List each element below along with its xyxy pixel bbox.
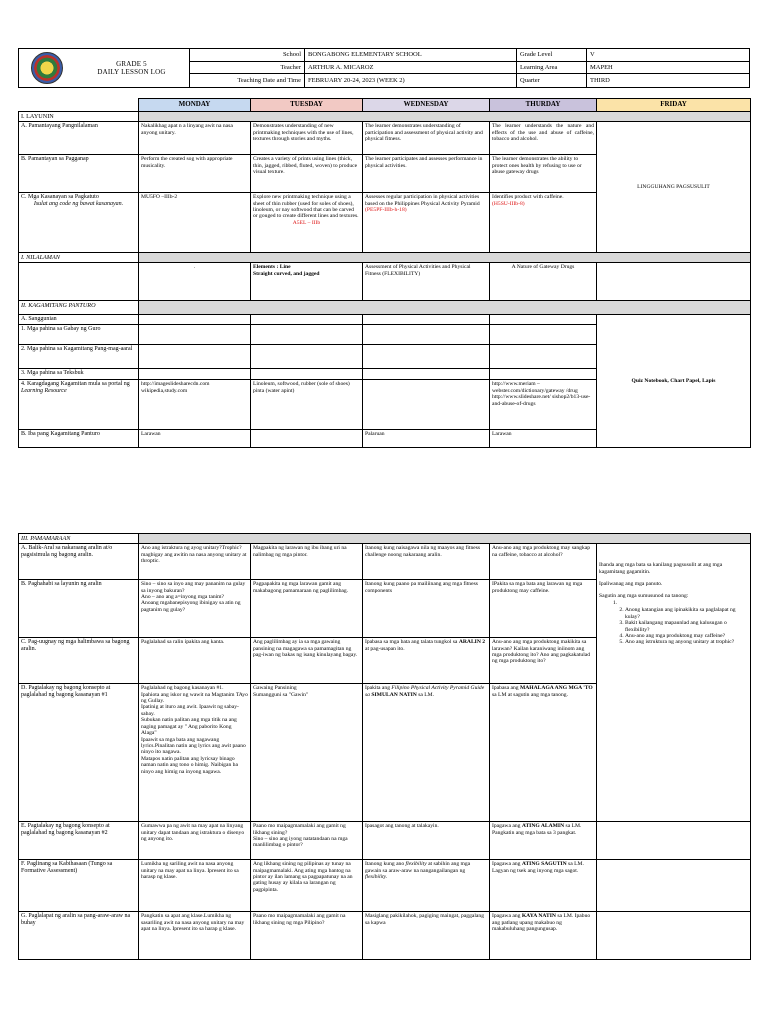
section-pamamaraan: III. PAMAMARAAN: [19, 534, 139, 544]
cell-n-wed: Assessment of Physical Activities and Physical Fitness (FLEXIBILITY): [363, 263, 490, 301]
c-wed-text: Assesses regular participation in physical activities based on the Philippines Physical Activity Pyramid: [365, 194, 480, 207]
fri-sagutin: Sagutin ang mga sumusunod na tanong:: [599, 593, 689, 600]
fri-q5: 5. Ano ang istruktura ng anyong unitary at trophic?: [625, 639, 748, 645]
cell-pe-mon: Gumawwa pa ng awit na may apat na linyang unitary dapat tandaan ang istraktura o disenyo ng anyong ito.: [139, 822, 251, 860]
title-block: [74, 49, 189, 87]
cell-pf-tue: Ang likhang sining ng pilipinas ay tunay na maipagmamalaki. Ang ating mga bantog na pintor ay ilan lamang sa pagpapatunay na an gating husay ay kilala sa larangan ng pagpipinta.: [251, 860, 363, 912]
cell-b-wed: The learner participates and assesses performance in physical activities.: [363, 155, 490, 193]
cell-pd-wed: [363, 684, 490, 822]
grade-title: GRADE 5: [116, 59, 147, 68]
cell-pc-tue: Ang paglilimbag ay ia sa mga gawaing pansining na magagawa sa pamamagitan ng pag-iwan ng bakas ng isang kinulayang bagay.: [251, 638, 363, 684]
pf-thu-c: sa LM. Lagyan ng tsek ang inyong mga sagot.: [492, 861, 584, 874]
cell-pa-mon: Ano ang istraktura ng ayog unitary?Trophic? magbigay ang awitin na nasa anyong unitary at throptic.: [139, 544, 251, 580]
label-pagganap: B. Pamantayan sa Pagganap: [19, 155, 139, 193]
pd-wed-d: sa LM.: [416, 691, 435, 698]
cell-pd-thu: [490, 684, 597, 822]
pd-wed-a: Ipakita ang: [365, 685, 392, 692]
quarter-label: Quarter: [517, 74, 587, 87]
cell-a-mon: Nakalikhag apat n a linyang awit na nasa anyong unitary.: [139, 122, 251, 155]
pamamaraan-row: [19, 534, 751, 544]
cell-r4-thu: http://www.meriam –webster.com/dictionary/gateway /drug http://www.slideshare.net/ sishop2/b13-use-and-abuse-of-drugs: [490, 380, 597, 430]
pg-thu-a: Ipagawa ang: [492, 913, 522, 920]
cell-b-tue: Creates a variety of prints using lines (thick, thin, jagged, ribbed, fluted, woven) to produce visual texture.: [251, 155, 363, 193]
cell-pg-fri: [597, 912, 751, 960]
pg-thu-c: sa LM. Ipabuo ang patlang upang makabuo ng makabuluhang pangungusap.: [492, 913, 591, 932]
nilalaman-row: [19, 253, 751, 263]
section-nilalaman: I. NILALAMAN: [19, 253, 139, 263]
pf-thu-b: ATING SAGUTIN: [521, 861, 567, 868]
label-pag-uugnay: C. Pag-uugnay ng mga halimbawa sa bagong aralin.: [19, 638, 139, 684]
pe-thu-b: ATING ALAMIN: [521, 823, 565, 830]
row-sanggunian: [19, 315, 751, 325]
label-gabay-guro: 1. Mga pahina sa Gabay ng Guro: [19, 325, 139, 345]
cell-pf-thu: [490, 860, 597, 912]
label-paglinang: F. Paglinang sa Kabihasaan (Tungo sa Formative Assessment): [19, 860, 139, 912]
grade-value: V: [587, 49, 749, 62]
cell-a-tue: Demonstrates understanding of new printmaking techniques with the use of lines, textures through stories and myths.: [251, 122, 363, 155]
row-paglalapat: [19, 912, 751, 960]
row-balik-aral: [19, 544, 751, 580]
row-pamantayang-pangnilalaman: [19, 122, 751, 155]
label-sanggunian: A. Sanggunian: [19, 315, 139, 325]
gray-band-4: [139, 534, 751, 544]
cell-c-mon: MU5FO –IIIb-2: [139, 193, 251, 253]
cell-pf-mon: Lumikha ng sariling awit na nasa anyong unitary na may apat na linya. Ipresent ito sa harasp ng klase.: [139, 860, 251, 912]
cell-fri-materials: [597, 315, 751, 448]
cell-ib-wed: Palaruan: [363, 430, 490, 448]
label-teksbuk: 3. Mga pahina sa Teksbuk: [19, 369, 139, 380]
label-kasanayan: [19, 193, 139, 253]
cell-pe-tue: Paano mo maipagmamalaki ang gamit ng likhang sining? Sino – sino ang iyong natatandaan na mga manlilimbag o pintor?: [251, 822, 363, 860]
area-value: MAPEH: [587, 62, 749, 75]
pd-thu-a: Ipabasa ang: [492, 685, 520, 692]
label-pangnilalaman: A. Pamantayang Pangnilalaman: [19, 122, 139, 155]
section-layunin: I. LAYUNIN: [19, 112, 139, 122]
grade-label: Grade Level: [517, 49, 587, 62]
cell-c-thu: [490, 193, 597, 253]
pe-thu-a: Ipagawa ang: [492, 823, 522, 830]
karagdagang-label-it: Learning Resource: [21, 388, 67, 395]
n-tue-1: Elements : Line: [253, 264, 291, 271]
cell-pe-fri: [597, 822, 751, 860]
cell-r4-mon: http://imageslidesharecdn.com wikipedia,study.com: [139, 380, 251, 430]
label-paglalapat: G. Paglalapat ng aralin sa pang-araw-araw na buhay: [19, 912, 139, 960]
cell-n-mon: .: [139, 263, 251, 301]
quarter-value: THIRD: [590, 76, 610, 84]
fri-q1: 1.: [613, 599, 618, 606]
day-monday: MONDAY: [139, 99, 251, 112]
fri-panuto: Ipaliwanag ang mga panuto.: [599, 580, 663, 587]
cell-pa-thu: Anu-ano ang mga produktong may sangkap na caffeine, tobacco at alcohol?: [490, 544, 597, 580]
label-iba-pang: B. Iba pang Kagamitang Panturo: [19, 430, 139, 448]
fri-quiz-text: LINGGUHANG PAGSUSULIT: [637, 183, 710, 190]
cell-pg-tue: Paano mo maipagmamalaki ang gamit na likhang sining ng mga Pilipino?: [251, 912, 363, 960]
fri-q4: 4. Anu-ano ang mga produktong may caffeine?: [625, 633, 748, 639]
info-grid: [189, 49, 749, 87]
pe-thu-c: sa LM. Pangkatin ang mga bata sa 3 pangkat.: [492, 823, 582, 836]
cell-ib-mon: Larawan: [139, 430, 251, 448]
nilalaman-blank: [19, 263, 139, 301]
cell-b-mon: Perform the created sog with appropriate musicality.: [139, 155, 251, 193]
cell-c-wed: [363, 193, 490, 253]
fri-q2: 2. Anong katangian ang ipinakikita sa paglalapat ng kulay?: [625, 607, 748, 620]
cell-pc-mon: Paglalahad sa ralin ipakita ang kanta.: [139, 638, 251, 684]
cell-n-fri: [597, 263, 751, 301]
label-paghahabi: B. Paghahabi sa layunin ng aralin: [19, 580, 139, 638]
pc-wed-a: Ipabasa sa mga bata ang talata tungkol sa: [365, 639, 459, 646]
fri-intro: Ihanda ang mga bata sa kanilang pagsusulit at ang mga kagamitang gagamitin.: [599, 562, 723, 575]
teacher-value: ARTHUR A. MICAROZ: [305, 62, 517, 75]
teacher-label: Teacher: [190, 62, 305, 75]
cell-pb-tue: Pagpapakita ng mga larawan gamit ang makabagong pamamaraan ng paglilimbag.: [251, 580, 363, 638]
school-value: BONGABONG ELEMENTARY SCHOOL: [305, 49, 517, 62]
day-thursday: THURDAY: [490, 99, 597, 112]
date-value: FEBRUARY 20-24, 2023 (WEEK 2): [305, 74, 517, 87]
cell-pe-thu: [490, 822, 597, 860]
logo-cell: [19, 49, 74, 87]
pd-wed-b: Filipino Physical Activity Pyramid Guide sa: [365, 685, 485, 698]
cell-pc-thu: Anu-ano ang mga produktong makikita sa larawan? Kailan karaniwang iniinom ang mga produktong ito? Ano ang pagkakatulad ng mga produktong ito?: [490, 638, 597, 684]
cell-a-thu: The learner understands the nature and effects of the use and abuse of caffeine, tobacco and alcohol.: [490, 122, 597, 155]
fri-questions: [599, 607, 748, 646]
fri-materials-text: Quiz Notebook, Chart Papel, Lapis: [631, 378, 716, 385]
cell-fri-quiz: [597, 122, 751, 253]
label-karagdagang: [19, 380, 139, 430]
cell-pg-wed: Masiglang pakikilahok, pagiging maingat, paggalang sa kapwa: [363, 912, 490, 960]
pc-wed-c: at pag-usapan ito.: [365, 645, 405, 652]
cell-r4-tue: Linoleum, softwood, rubber (sole of shoes) pinta (water apint): [251, 380, 363, 430]
cell-pb-wed: Itanong kung paano pa mailiinang ang mga fitness components: [363, 580, 490, 638]
row-pagtalakay-2: [19, 822, 751, 860]
pf-thu-a: Ipagawa ang: [492, 861, 522, 868]
cell-ib-thu: Larawan: [490, 430, 597, 448]
cell-b-thu: The learner demonstrates the ability to protect ones health by refusing to use or abuse gateway drugs: [490, 155, 597, 193]
school-seal-logo: [31, 52, 63, 84]
area-label: Learning Area: [517, 62, 587, 75]
layunin-row: [19, 112, 751, 122]
pd-thu-c: sa LM at sagutin ang mga tanong.: [492, 691, 568, 698]
blank-corner: [19, 99, 139, 112]
row-nilalaman-content: [19, 263, 751, 301]
cell-pa-tue: Magpakita ng larawan ng ibu ibang uri na nalimbag ng mga pintor.: [251, 544, 363, 580]
c-thu-code: (H5SU-IIIb-8): [492, 200, 525, 207]
section-kagamitan: II. KAGAMITANG PANTURO: [19, 301, 139, 315]
karagdagang-label: 4. Karagdagang Kagamitan mula sa portal ng: [21, 381, 130, 388]
gray-band-2: [139, 253, 751, 263]
c-wed-code: (PE5PF-IIIb-h-18): [365, 206, 407, 213]
lesson-header: [18, 48, 750, 88]
cell-pg-thu: [490, 912, 597, 960]
date-label: Teaching Date and Time: [190, 74, 305, 87]
cell-fri-pamamaraan: [597, 544, 751, 822]
c-tue-text: Explore new printmaking technique using a sheet of thin rubber (used for soles of shoes), linoleum, or nay softwood that can be carved or gouged to create different lines and textures.: [253, 194, 359, 220]
kasanayan-label: C. Mga Kasanayan sa Pagkatuto: [21, 194, 99, 201]
dll-table-bottom: [18, 533, 751, 960]
pf-wed-a: Itanong kung ano: [365, 861, 406, 868]
pc-wed-b: ARALIN 2: [458, 639, 486, 646]
dll-table-top: [18, 98, 751, 448]
day-tuesday: TUESDAY: [251, 99, 363, 112]
gray-band: [139, 112, 751, 122]
row-paglinang: [19, 860, 751, 912]
cell-c-tue: [251, 193, 363, 253]
cell-a-wed: The learner demonstrates understanding of participation and assessment of physical activity and physical fitness.: [363, 122, 490, 155]
day-friday: FRIDAY: [597, 99, 751, 112]
pd-wed-c: SIMULAN NATIN: [369, 691, 417, 698]
c-thu-text: Identifies product with caffeine.: [492, 194, 564, 201]
day-header-row: [19, 99, 751, 112]
label-pagtalakay-1: D. Pagtalakay ng bagong konsepto at paglalahad ng bagong kasanayan #1: [19, 684, 139, 822]
cell-pd-mon: Paglalahad ng bagong kasanayan #1. Ipahiota ang iskor ng wawit na Magtanim TAyo ng Gullay. Ipatinig at ituro ang awit. Ipaawit ng sabay- sabay. Subukan natin palitan ang mga titik na ang naging pamagat ay " Ang paborito Kong Alaga" Ipaawit sa mga bata ang nagawang lyrics.Pinalitan natin ang lyrics ang awit paano ninyo ito nagawa. Matapos natin palitan ang lyricsay binago naman natin ang tono o himig. Naibigan ba ninyo ang himig na inyong nagawa.: [139, 684, 251, 822]
pf-wed-c: at sabihin ang mga gawain sa araw-araw na nangangailangan ng: [365, 861, 471, 874]
day-wednesday: WEDNESDAY: [363, 99, 490, 112]
cell-pe-wed: Ipasagot ang tanong at talakayin.: [363, 822, 490, 860]
pg-thu-b: KAYA NATIN: [521, 913, 556, 920]
cell-pd-tue: Gawaing Pansining Sumangguni sa "Gawin": [251, 684, 363, 822]
label-pagtalakay-2: E. Pagtalakay ng bagong konsepto at paglalahad ng bagong kasanayan #2: [19, 822, 139, 860]
label-balik-aral: A. Balik-Aral sa nakaraang aralin at/o pagsisimula ng bagong aralin.: [19, 544, 139, 580]
cell-n-thu: A Nature of Gateway Drugs: [490, 263, 597, 301]
pd-thu-b: MAHALAGA ANG MGA 'TO: [519, 685, 593, 692]
label-mag-aaral: 2. Mga pahina sa Kagamitang Pang-mag-aaral: [19, 345, 139, 369]
pf-wed-b: flexibility: [405, 861, 427, 868]
cell-pa-wed: Itanong kung naisagawa nila ng maayos ang fitness challenge noong nakaraang aralin.: [363, 544, 490, 580]
dll-title: DAILY LESSON LOG: [97, 68, 166, 76]
gray-band-3: [139, 301, 751, 315]
kasanayan-sub: Isulat ang code ng bawat kasanayan.: [33, 201, 124, 208]
c-tue-code: A5EL – IIIb: [292, 219, 321, 226]
cell-pf-fri: [597, 860, 751, 912]
cell-pb-thu: IPakita sa mga bata ang larawan ng mga produktong may caffeine.: [490, 580, 597, 638]
cell-pc-wed: [363, 638, 490, 684]
cell-pf-wed: [363, 860, 490, 912]
cell-n-tue: [251, 263, 363, 301]
fri-q3: 3. Bakit kailangang mapaunlad ang kalusugan o flexibility?: [625, 620, 748, 633]
n-tue-2: Straight curved, and jagged: [253, 270, 320, 277]
cell-pg-mon: Pangkatin sa apat ang klase.Lumikha ng sasariling awit na nasa anyong unitary na may apat na linya. Ipresent ito sa harap g klase.: [139, 912, 251, 960]
school-label: School: [190, 49, 305, 62]
cell-pb-mon: Sino – sino sa inyo ang may pananim na gulay sa inyong bakuran? Ano – ano ang a=inyong mga tanim? Anoang mgabanepisyong ibinigay sa atin ng pagtanim ng gulay?: [139, 580, 251, 638]
pf-wed-d: flexibility.: [365, 873, 388, 880]
kagamitan-row: [19, 301, 751, 315]
